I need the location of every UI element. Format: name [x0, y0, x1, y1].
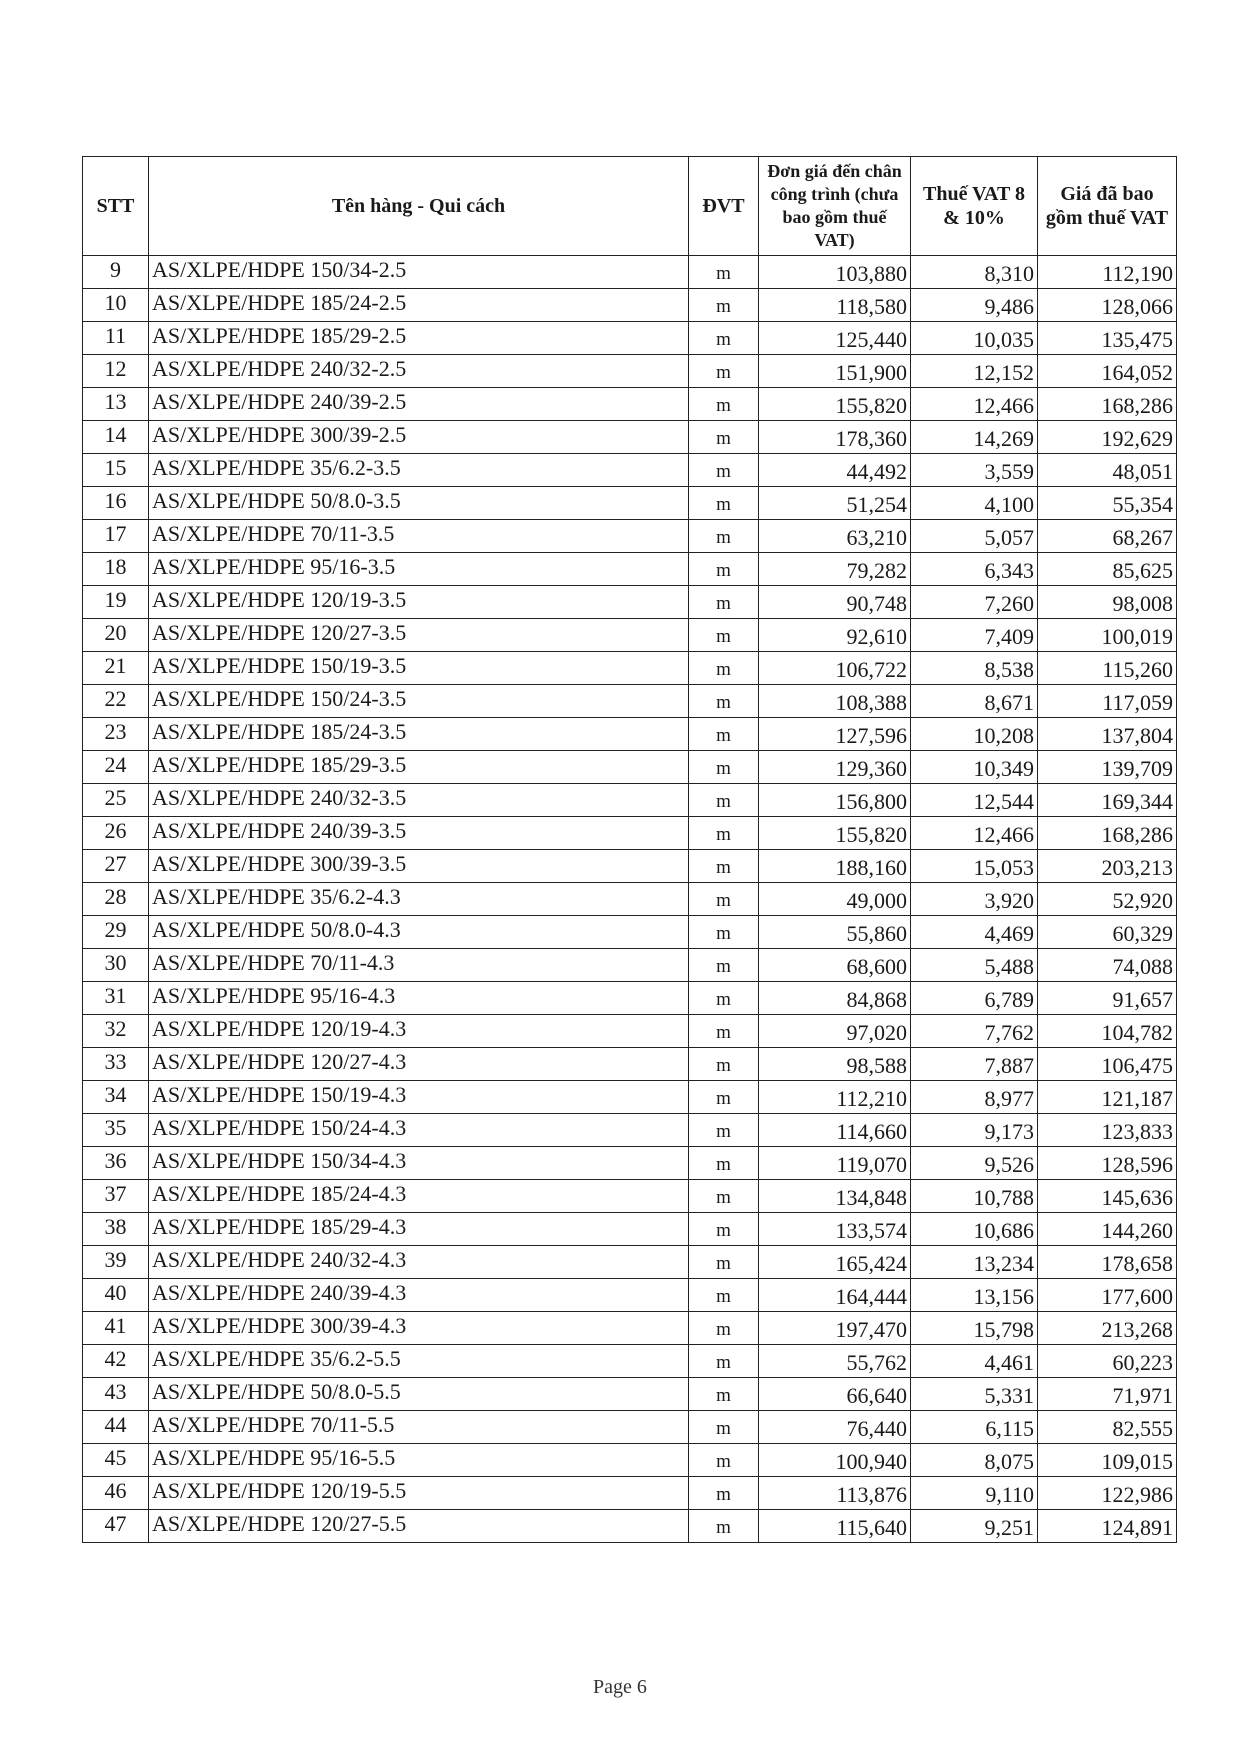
price-cell: 133,574 — [759, 1213, 911, 1246]
total-cell: 169,344 — [1038, 784, 1177, 817]
unit-cell: m — [689, 1114, 759, 1147]
total-cell: 100,019 — [1038, 619, 1177, 652]
stt-cell: 30 — [83, 949, 149, 982]
table-row — [83, 553, 1177, 586]
unit-cell: m — [689, 1345, 759, 1378]
table-row — [83, 1477, 1177, 1510]
table-row — [83, 982, 1177, 1015]
name-cell: AS/XLPE/HDPE 185/29-4.3 — [149, 1213, 689, 1246]
name-cell: AS/XLPE/HDPE 50/8.0-5.5 — [149, 1378, 689, 1411]
vat-cell: 15,053 — [911, 850, 1038, 883]
table-row — [83, 586, 1177, 619]
stt-cell: 33 — [83, 1048, 149, 1081]
table-row — [83, 355, 1177, 388]
name-cell: AS/XLPE/HDPE 150/19-4.3 — [149, 1081, 689, 1114]
name-cell: AS/XLPE/HDPE 300/39-3.5 — [149, 850, 689, 883]
table-row — [83, 1015, 1177, 1048]
vat-cell: 9,526 — [911, 1147, 1038, 1180]
table-row — [83, 1213, 1177, 1246]
price-cell: 76,440 — [759, 1411, 911, 1444]
price-cell: 114,660 — [759, 1114, 911, 1147]
vat-cell: 9,251 — [911, 1510, 1038, 1543]
unit-cell: m — [689, 1444, 759, 1477]
header-name: Tên hàng - Qui cách — [149, 157, 689, 256]
price-cell: 164,444 — [759, 1279, 911, 1312]
unit-cell: m — [689, 388, 759, 421]
price-cell: 188,160 — [759, 850, 911, 883]
name-cell: AS/XLPE/HDPE 240/32-3.5 — [149, 784, 689, 817]
stt-cell: 36 — [83, 1147, 149, 1180]
unit-cell: m — [689, 1246, 759, 1279]
stt-cell: 15 — [83, 454, 149, 487]
total-cell: 168,286 — [1038, 817, 1177, 850]
table-row — [83, 619, 1177, 652]
stt-cell: 47 — [83, 1510, 149, 1543]
stt-cell: 32 — [83, 1015, 149, 1048]
total-cell: 192,629 — [1038, 421, 1177, 454]
name-cell: AS/XLPE/HDPE 300/39-4.3 — [149, 1312, 689, 1345]
table-row — [83, 289, 1177, 322]
stt-cell: 23 — [83, 718, 149, 751]
name-cell: AS/XLPE/HDPE 95/16-4.3 — [149, 982, 689, 1015]
price-cell: 92,610 — [759, 619, 911, 652]
vat-cell: 6,343 — [911, 553, 1038, 586]
unit-cell: m — [689, 652, 759, 685]
total-cell: 122,986 — [1038, 1477, 1177, 1510]
unit-cell: m — [689, 685, 759, 718]
stt-cell: 39 — [83, 1246, 149, 1279]
table-row — [83, 1312, 1177, 1345]
total-cell: 121,187 — [1038, 1081, 1177, 1114]
unit-cell: m — [689, 751, 759, 784]
stt-cell: 11 — [83, 322, 149, 355]
vat-cell: 13,234 — [911, 1246, 1038, 1279]
price-cell: 129,360 — [759, 751, 911, 784]
name-cell: AS/XLPE/HDPE 185/24-2.5 — [149, 289, 689, 322]
name-cell: AS/XLPE/HDPE 35/6.2-3.5 — [149, 454, 689, 487]
table-row — [83, 883, 1177, 916]
price-cell: 108,388 — [759, 685, 911, 718]
name-cell: AS/XLPE/HDPE 120/19-3.5 — [149, 586, 689, 619]
table-header-row — [83, 157, 1177, 256]
name-cell: AS/XLPE/HDPE 120/27-4.3 — [149, 1048, 689, 1081]
stt-cell: 21 — [83, 652, 149, 685]
vat-cell: 10,686 — [911, 1213, 1038, 1246]
unit-cell: m — [689, 1510, 759, 1543]
price-cell: 125,440 — [759, 322, 911, 355]
name-cell: AS/XLPE/HDPE 35/6.2-5.5 — [149, 1345, 689, 1378]
table-row — [83, 520, 1177, 553]
total-cell: 145,636 — [1038, 1180, 1177, 1213]
total-cell: 74,088 — [1038, 949, 1177, 982]
total-cell: 109,015 — [1038, 1444, 1177, 1477]
total-cell: 112,190 — [1038, 256, 1177, 289]
unit-cell: m — [689, 619, 759, 652]
name-cell: AS/XLPE/HDPE 35/6.2-4.3 — [149, 883, 689, 916]
price-cell: 155,820 — [759, 388, 911, 421]
total-cell: 128,066 — [1038, 289, 1177, 322]
price-cell: 119,070 — [759, 1147, 911, 1180]
unit-cell: m — [689, 1411, 759, 1444]
stt-cell: 19 — [83, 586, 149, 619]
total-cell: 168,286 — [1038, 388, 1177, 421]
price-cell: 44,492 — [759, 454, 911, 487]
table-row — [83, 685, 1177, 718]
unit-cell: m — [689, 289, 759, 322]
price-cell: 165,424 — [759, 1246, 911, 1279]
table-row — [83, 1081, 1177, 1114]
unit-cell: m — [689, 256, 759, 289]
total-cell: 135,475 — [1038, 322, 1177, 355]
price-cell: 55,860 — [759, 916, 911, 949]
price-cell: 49,000 — [759, 883, 911, 916]
unit-cell: m — [689, 883, 759, 916]
total-cell: 71,971 — [1038, 1378, 1177, 1411]
vat-cell: 12,544 — [911, 784, 1038, 817]
price-cell: 113,876 — [759, 1477, 911, 1510]
price-cell: 63,210 — [759, 520, 911, 553]
stt-cell: 20 — [83, 619, 149, 652]
total-cell: 178,658 — [1038, 1246, 1177, 1279]
stt-cell: 26 — [83, 817, 149, 850]
vat-cell: 4,461 — [911, 1345, 1038, 1378]
unit-cell: m — [689, 1180, 759, 1213]
name-cell: AS/XLPE/HDPE 120/19-5.5 — [149, 1477, 689, 1510]
stt-cell: 9 — [83, 256, 149, 289]
total-cell: 115,260 — [1038, 652, 1177, 685]
price-table — [82, 156, 1177, 1543]
unit-cell: m — [689, 454, 759, 487]
header-stt: STT — [83, 157, 149, 256]
stt-cell: 44 — [83, 1411, 149, 1444]
header-price: Đơn giá đến chân công trình (chưa bao gồm thuế VAT) — [759, 157, 911, 256]
price-cell: 98,588 — [759, 1048, 911, 1081]
stt-cell: 18 — [83, 553, 149, 586]
unit-cell: m — [689, 1213, 759, 1246]
unit-cell: m — [689, 586, 759, 619]
price-cell: 178,360 — [759, 421, 911, 454]
vat-cell: 10,208 — [911, 718, 1038, 751]
vat-cell: 8,075 — [911, 1444, 1038, 1477]
table-row — [83, 817, 1177, 850]
vat-cell: 15,798 — [911, 1312, 1038, 1345]
stt-cell: 22 — [83, 685, 149, 718]
total-cell: 137,804 — [1038, 718, 1177, 751]
name-cell: AS/XLPE/HDPE 300/39-2.5 — [149, 421, 689, 454]
stt-cell: 29 — [83, 916, 149, 949]
total-cell: 68,267 — [1038, 520, 1177, 553]
table-row — [83, 1147, 1177, 1180]
vat-cell: 5,488 — [911, 949, 1038, 982]
total-cell: 123,833 — [1038, 1114, 1177, 1147]
unit-cell: m — [689, 487, 759, 520]
unit-cell: m — [689, 322, 759, 355]
price-cell: 127,596 — [759, 718, 911, 751]
price-cell: 151,900 — [759, 355, 911, 388]
stt-cell: 45 — [83, 1444, 149, 1477]
vat-cell: 9,486 — [911, 289, 1038, 322]
total-cell: 164,052 — [1038, 355, 1177, 388]
name-cell: AS/XLPE/HDPE 240/39-2.5 — [149, 388, 689, 421]
stt-cell: 24 — [83, 751, 149, 784]
unit-cell: m — [689, 1312, 759, 1345]
total-cell: 213,268 — [1038, 1312, 1177, 1345]
header-total: Giá đã bao gồm thuế VAT — [1038, 157, 1177, 256]
price-cell: 156,800 — [759, 784, 911, 817]
unit-cell: m — [689, 817, 759, 850]
vat-cell: 6,115 — [911, 1411, 1038, 1444]
price-cell: 100,940 — [759, 1444, 911, 1477]
unit-cell: m — [689, 1081, 759, 1114]
price-cell: 68,600 — [759, 949, 911, 982]
vat-cell: 7,409 — [911, 619, 1038, 652]
vat-cell: 12,466 — [911, 817, 1038, 850]
name-cell: AS/XLPE/HDPE 70/11-5.5 — [149, 1411, 689, 1444]
name-cell: AS/XLPE/HDPE 70/11-4.3 — [149, 949, 689, 982]
vat-cell: 8,310 — [911, 256, 1038, 289]
table-row — [83, 1180, 1177, 1213]
vat-cell: 5,331 — [911, 1378, 1038, 1411]
vat-cell: 13,156 — [911, 1279, 1038, 1312]
unit-cell: m — [689, 553, 759, 586]
table-row — [83, 718, 1177, 751]
name-cell: AS/XLPE/HDPE 150/34-4.3 — [149, 1147, 689, 1180]
table-row — [83, 421, 1177, 454]
name-cell: AS/XLPE/HDPE 185/29-2.5 — [149, 322, 689, 355]
name-cell: AS/XLPE/HDPE 70/11-3.5 — [149, 520, 689, 553]
table-row — [83, 850, 1177, 883]
stt-cell: 40 — [83, 1279, 149, 1312]
table-row — [83, 1345, 1177, 1378]
unit-cell: m — [689, 1477, 759, 1510]
stt-cell: 13 — [83, 388, 149, 421]
name-cell: AS/XLPE/HDPE 50/8.0-3.5 — [149, 487, 689, 520]
unit-cell: m — [689, 1378, 759, 1411]
name-cell: AS/XLPE/HDPE 150/24-4.3 — [149, 1114, 689, 1147]
name-cell: AS/XLPE/HDPE 185/24-4.3 — [149, 1180, 689, 1213]
table-row — [83, 388, 1177, 421]
unit-cell: m — [689, 421, 759, 454]
name-cell: AS/XLPE/HDPE 120/27-5.5 — [149, 1510, 689, 1543]
page-number: Page 6 — [593, 1676, 647, 1698]
price-cell: 155,820 — [759, 817, 911, 850]
total-cell: 82,555 — [1038, 1411, 1177, 1444]
table-row — [83, 454, 1177, 487]
price-cell: 55,762 — [759, 1345, 911, 1378]
total-cell: 124,891 — [1038, 1510, 1177, 1543]
stt-cell: 35 — [83, 1114, 149, 1147]
header-unit: ĐVT — [689, 157, 759, 256]
unit-cell: m — [689, 355, 759, 388]
vat-cell: 7,260 — [911, 586, 1038, 619]
table-row — [83, 1411, 1177, 1444]
stt-cell: 25 — [83, 784, 149, 817]
stt-cell: 16 — [83, 487, 149, 520]
table-row — [83, 1279, 1177, 1312]
vat-cell: 10,035 — [911, 322, 1038, 355]
name-cell: AS/XLPE/HDPE 240/39-3.5 — [149, 817, 689, 850]
table-row — [83, 1444, 1177, 1477]
price-cell: 51,254 — [759, 487, 911, 520]
table-body — [83, 256, 1177, 1543]
name-cell: AS/XLPE/HDPE 240/39-4.3 — [149, 1279, 689, 1312]
total-cell: 60,223 — [1038, 1345, 1177, 1378]
unit-cell: m — [689, 1048, 759, 1081]
unit-cell: m — [689, 1279, 759, 1312]
total-cell: 104,782 — [1038, 1015, 1177, 1048]
stt-cell: 43 — [83, 1378, 149, 1411]
total-cell: 128,596 — [1038, 1147, 1177, 1180]
total-cell: 106,475 — [1038, 1048, 1177, 1081]
stt-cell: 17 — [83, 520, 149, 553]
stt-cell: 46 — [83, 1477, 149, 1510]
table-row — [83, 487, 1177, 520]
name-cell: AS/XLPE/HDPE 120/27-3.5 — [149, 619, 689, 652]
price-cell: 118,580 — [759, 289, 911, 322]
vat-cell: 12,466 — [911, 388, 1038, 421]
vat-cell: 8,671 — [911, 685, 1038, 718]
total-cell: 98,008 — [1038, 586, 1177, 619]
table-row — [83, 1048, 1177, 1081]
name-cell: AS/XLPE/HDPE 185/24-3.5 — [149, 718, 689, 751]
price-cell: 115,640 — [759, 1510, 911, 1543]
table-row — [83, 1378, 1177, 1411]
unit-cell: m — [689, 520, 759, 553]
stt-cell: 10 — [83, 289, 149, 322]
table-row — [83, 1510, 1177, 1543]
table-row — [83, 652, 1177, 685]
vat-cell: 3,920 — [911, 883, 1038, 916]
price-cell: 106,722 — [759, 652, 911, 685]
table-row — [83, 1114, 1177, 1147]
vat-cell: 4,100 — [911, 487, 1038, 520]
vat-cell: 5,057 — [911, 520, 1038, 553]
total-cell: 91,657 — [1038, 982, 1177, 1015]
stt-cell: 34 — [83, 1081, 149, 1114]
table-row — [83, 949, 1177, 982]
vat-cell: 10,349 — [911, 751, 1038, 784]
price-cell: 103,880 — [759, 256, 911, 289]
stt-cell: 14 — [83, 421, 149, 454]
stt-cell: 42 — [83, 1345, 149, 1378]
total-cell: 85,625 — [1038, 553, 1177, 586]
name-cell: AS/XLPE/HDPE 185/29-3.5 — [149, 751, 689, 784]
unit-cell: m — [689, 949, 759, 982]
name-cell: AS/XLPE/HDPE 150/19-3.5 — [149, 652, 689, 685]
vat-cell: 9,173 — [911, 1114, 1038, 1147]
total-cell: 55,354 — [1038, 487, 1177, 520]
unit-cell: m — [689, 718, 759, 751]
vat-cell: 14,269 — [911, 421, 1038, 454]
total-cell: 52,920 — [1038, 883, 1177, 916]
unit-cell: m — [689, 982, 759, 1015]
unit-cell: m — [689, 784, 759, 817]
unit-cell: m — [689, 916, 759, 949]
vat-cell: 8,977 — [911, 1081, 1038, 1114]
vat-cell: 12,152 — [911, 355, 1038, 388]
table-row — [83, 916, 1177, 949]
vat-cell: 7,762 — [911, 1015, 1038, 1048]
price-cell: 112,210 — [759, 1081, 911, 1114]
vat-cell: 7,887 — [911, 1048, 1038, 1081]
name-cell: AS/XLPE/HDPE 120/19-4.3 — [149, 1015, 689, 1048]
stt-cell: 38 — [83, 1213, 149, 1246]
unit-cell: m — [689, 1015, 759, 1048]
table-row — [83, 322, 1177, 355]
name-cell: AS/XLPE/HDPE 95/16-3.5 — [149, 553, 689, 586]
price-cell: 79,282 — [759, 553, 911, 586]
price-cell: 66,640 — [759, 1378, 911, 1411]
price-cell: 197,470 — [759, 1312, 911, 1345]
stt-cell: 31 — [83, 982, 149, 1015]
vat-cell: 9,110 — [911, 1477, 1038, 1510]
total-cell: 144,260 — [1038, 1213, 1177, 1246]
name-cell: AS/XLPE/HDPE 50/8.0-4.3 — [149, 916, 689, 949]
table-row — [83, 784, 1177, 817]
stt-cell: 12 — [83, 355, 149, 388]
total-cell: 48,051 — [1038, 454, 1177, 487]
price-cell: 84,868 — [759, 982, 911, 1015]
price-cell: 97,020 — [759, 1015, 911, 1048]
vat-cell: 4,469 — [911, 916, 1038, 949]
total-cell: 117,059 — [1038, 685, 1177, 718]
name-cell: AS/XLPE/HDPE 240/32-4.3 — [149, 1246, 689, 1279]
price-cell: 90,748 — [759, 586, 911, 619]
table-row — [83, 256, 1177, 289]
stt-cell: 41 — [83, 1312, 149, 1345]
vat-cell: 3,559 — [911, 454, 1038, 487]
stt-cell: 28 — [83, 883, 149, 916]
vat-cell: 10,788 — [911, 1180, 1038, 1213]
name-cell: AS/XLPE/HDPE 240/32-2.5 — [149, 355, 689, 388]
header-vat: Thuế VAT 8 & 10% — [911, 157, 1038, 256]
stt-cell: 27 — [83, 850, 149, 883]
vat-cell: 8,538 — [911, 652, 1038, 685]
total-cell: 177,600 — [1038, 1279, 1177, 1312]
stt-cell: 37 — [83, 1180, 149, 1213]
price-cell: 134,848 — [759, 1180, 911, 1213]
total-cell: 60,329 — [1038, 916, 1177, 949]
name-cell: AS/XLPE/HDPE 95/16-5.5 — [149, 1444, 689, 1477]
table-row — [83, 751, 1177, 784]
unit-cell: m — [689, 850, 759, 883]
vat-cell: 6,789 — [911, 982, 1038, 1015]
total-cell: 203,213 — [1038, 850, 1177, 883]
name-cell: AS/XLPE/HDPE 150/34-2.5 — [149, 256, 689, 289]
table-row — [83, 1246, 1177, 1279]
name-cell: AS/XLPE/HDPE 150/24-3.5 — [149, 685, 689, 718]
unit-cell: m — [689, 1147, 759, 1180]
total-cell: 139,709 — [1038, 751, 1177, 784]
